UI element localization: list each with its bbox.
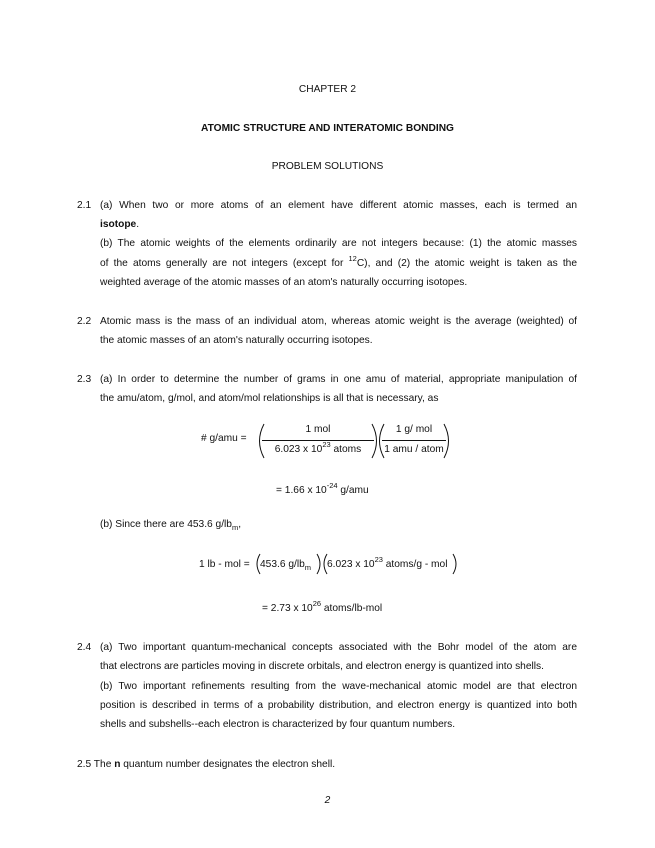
superscript: 12 bbox=[348, 254, 357, 263]
superscript: 26 bbox=[312, 599, 322, 608]
text-segment: 6.023 x 10 bbox=[327, 559, 375, 570]
text-segment: 2.5 The bbox=[77, 759, 115, 770]
p25-line bbox=[77, 759, 335, 770]
right-paren-icon bbox=[452, 553, 460, 575]
chapter-title: ATOMIC STRUCTURE AND INTERATOMIC BONDING bbox=[201, 123, 454, 134]
text-segment: = 2.73 x 10 bbox=[262, 603, 313, 614]
p24-a-line2: that electrons are particles moving in discrete orbitals, and electron energy is quantized into shells. bbox=[100, 661, 544, 672]
p24-a-line1: (a) Two important quantum-mechanical concepts associated with the Bohr model of the atom are bbox=[100, 642, 577, 653]
eq1-f1-numerator: 1 mol bbox=[305, 424, 331, 435]
superscript: 23 bbox=[322, 440, 331, 449]
eq1-fraction-1 bbox=[262, 424, 374, 460]
text-segment: of the atoms generally are not integers (except for bbox=[100, 258, 349, 269]
section-subtitle: PROBLEM SOLUTIONS bbox=[271, 161, 384, 172]
eq2-lhs: 1 lb - mol = bbox=[199, 559, 250, 570]
p22-line2: the atomic masses of an atom's naturally occurring isotopes. bbox=[100, 335, 373, 346]
chapter-heading: CHAPTER 2 bbox=[298, 84, 357, 95]
eq2-result bbox=[262, 599, 383, 614]
problem-number-2-2: 2.2 bbox=[77, 316, 92, 327]
period: . bbox=[136, 219, 140, 230]
superscript: 23 bbox=[374, 555, 383, 564]
p21-a-line2 bbox=[100, 219, 577, 230]
p21-a-line1: (a) When two or more atoms of an element have different atomic masses, each is termed an bbox=[100, 200, 577, 211]
eq2-term-1 bbox=[260, 559, 311, 570]
text-segment: , bbox=[238, 519, 242, 530]
eq1-result bbox=[276, 481, 369, 496]
subscript: m bbox=[231, 523, 239, 532]
p23-b-line bbox=[100, 519, 241, 530]
eq1-f2-numerator: 1 g/ mol bbox=[395, 424, 433, 435]
text-segment: 453.6 g/lb bbox=[260, 559, 305, 570]
p24-b-line1: (b) Two important refinements resulting from the wave-mechanical atomic model are that electron bbox=[100, 681, 577, 692]
fraction-bar bbox=[262, 440, 374, 441]
p23-a-line2: the amu/atom, g/mol, and atom/mol relationships is all that is necessary, as bbox=[100, 393, 439, 404]
text-segment: (b) Since there are 453.6 g/lb bbox=[100, 519, 232, 530]
superscript: -24 bbox=[326, 481, 338, 490]
p21-b-line1: (b) The atomic weights of the elements ordinarily are not integers because: (1) the atomic masses bbox=[100, 238, 577, 249]
page-number: 2 bbox=[324, 795, 331, 806]
problem-number-2-1: 2.1 bbox=[77, 200, 92, 211]
p22-line1: Atomic mass is the mass of an individual atom, whereas atomic weight is the average (weighted) of bbox=[100, 316, 577, 327]
eq1-f1-denominator bbox=[262, 440, 374, 455]
fraction-bar bbox=[382, 440, 446, 441]
eq1-lhs: # g/amu = bbox=[201, 433, 247, 444]
p23-a-line1: (a) In order to determine the number of grams in one amu of material, appropriate manipulation of bbox=[100, 374, 577, 385]
eq1-f2-denominator: 1 amu / atom bbox=[384, 444, 444, 455]
p21-b-line3: weighted average of the atomic masses of an atom's naturally occurring isotopes. bbox=[100, 277, 468, 288]
isotope-term: isotope bbox=[100, 219, 137, 230]
eq1-fraction-2 bbox=[382, 424, 446, 460]
p24-b-line2: position is described in terms of a probability distribution, and electron energy is quantized into both bbox=[100, 700, 577, 711]
p21-b-line2 bbox=[100, 254, 577, 269]
text-segment: 6.023 x 10 bbox=[274, 444, 323, 455]
eq2-term-2 bbox=[327, 555, 448, 570]
text-segment: = 1.66 x 10 bbox=[276, 485, 327, 496]
text-segment: g/amu bbox=[337, 485, 369, 496]
problem-number-2-4: 2.4 bbox=[77, 642, 92, 653]
text-segment: atoms/g - mol bbox=[382, 559, 448, 570]
problem-number-2-3: 2.3 bbox=[77, 374, 92, 385]
text-segment: quantum number designates the electron shell. bbox=[120, 759, 336, 770]
text-segment: C), and (2) the atomic weight is taken as the bbox=[356, 258, 577, 269]
p24-b-line3: shells and subshells--each electron is characterized by four quantum numbers. bbox=[100, 719, 456, 730]
quantum-number-n: n bbox=[114, 759, 121, 770]
subscript: m bbox=[304, 563, 311, 572]
text-segment: atoms bbox=[330, 444, 362, 455]
text-segment: atoms/lb-mol bbox=[321, 603, 383, 614]
right-paren-icon bbox=[442, 423, 454, 459]
